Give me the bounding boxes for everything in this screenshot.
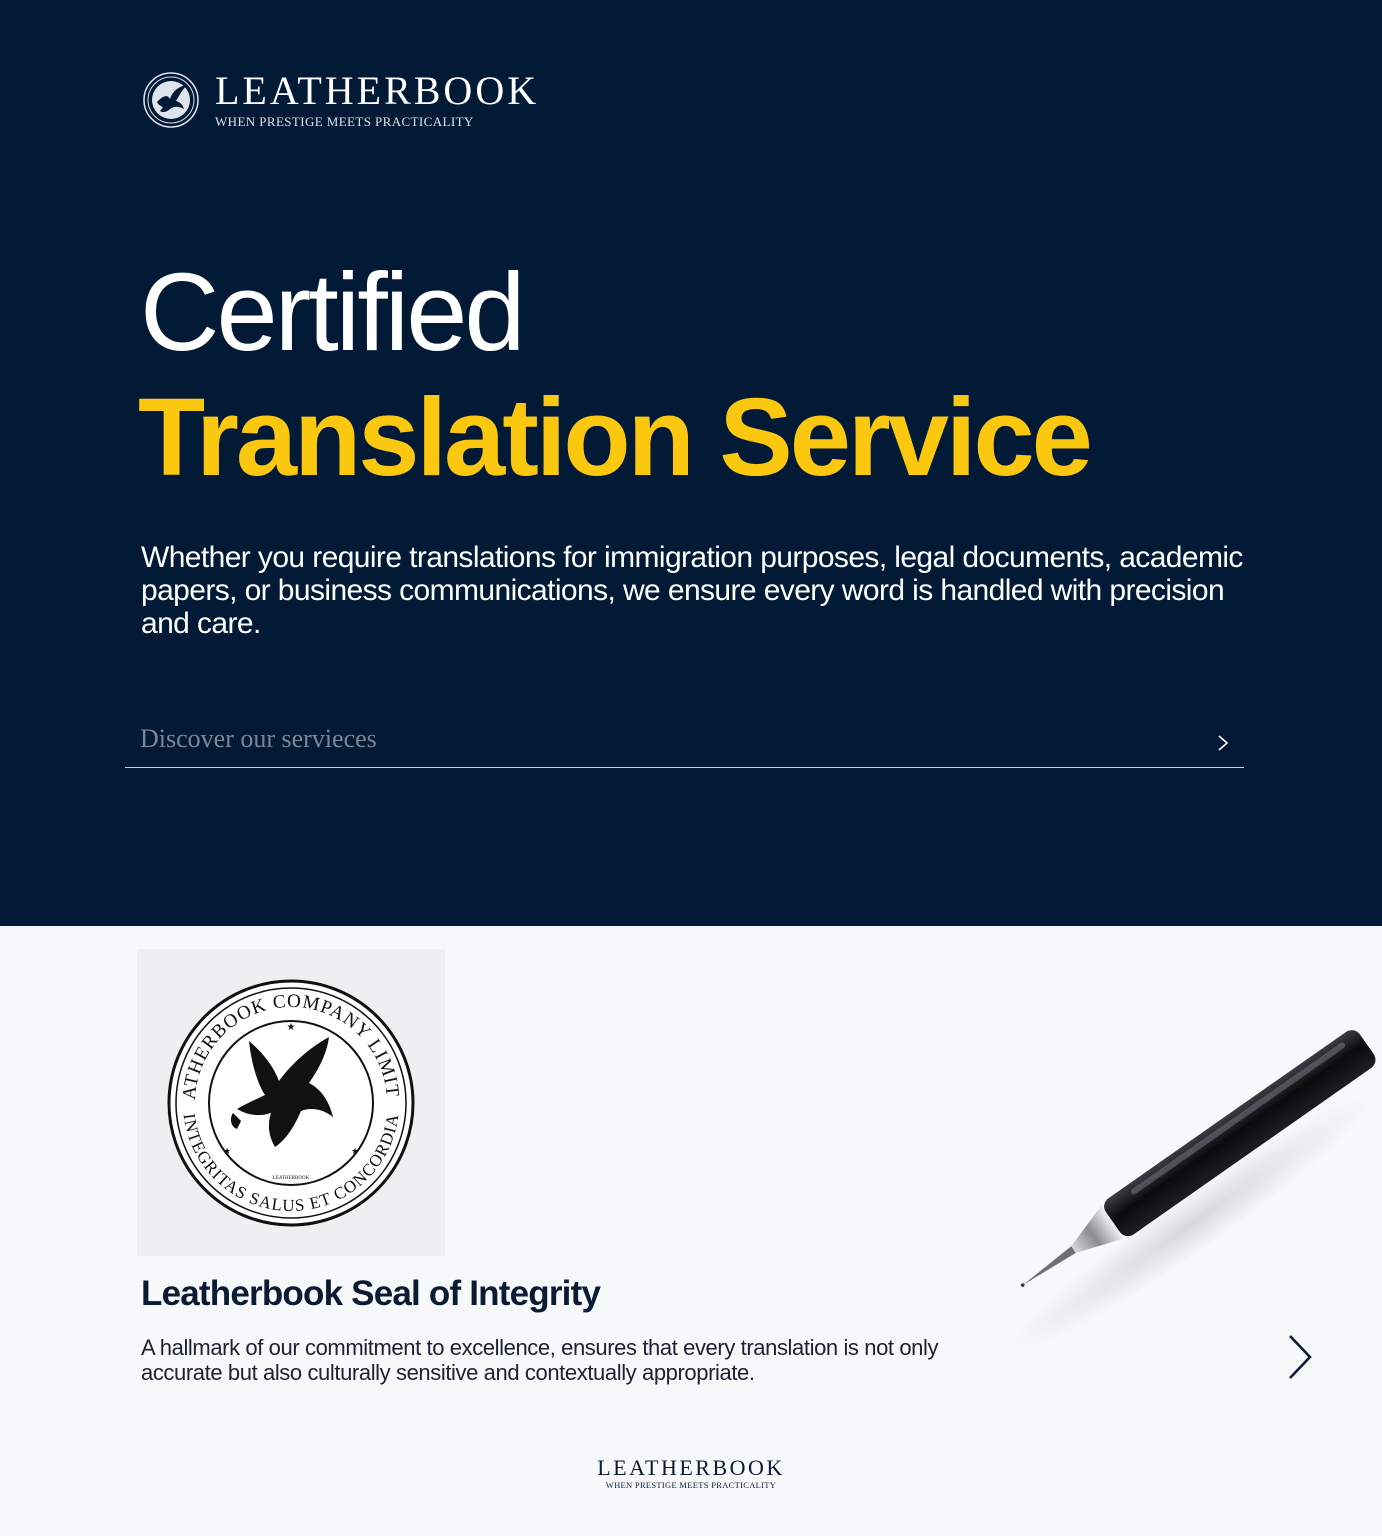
svg-text:★: ★ — [286, 1022, 296, 1033]
hero-intro: Whether you require translations for immigration purposes, legal documents, academic papers, or business communications, we ensure every word is handled with precision and care. — [141, 541, 1243, 640]
seal-emblem-icon — [137, 949, 445, 1256]
brand-tagline: WHEN PRESTIGE MEETS PRACTICALITY — [215, 114, 474, 129]
seal-ring-top-text: ATHERBOOK COMPANY LIMIT — [178, 990, 403, 1101]
eagle-emblem-icon — [143, 72, 199, 128]
seal-center-text: LEATHERBOOK — [272, 1176, 310, 1181]
seal-ring-bottom-text: INTEGRITAS SALUS ET CONCORDIA — [179, 1111, 403, 1216]
svg-text:★: ★ — [222, 1146, 232, 1156]
brand-name: LEATHERBOOK — [215, 68, 540, 113]
footer-brand-name: LEATHERBOOK — [597, 1455, 785, 1480]
discover-label: Discover our servieces — [140, 724, 377, 753]
svg-text:★: ★ — [350, 1146, 360, 1156]
discover-services-link[interactable] — [125, 718, 1244, 768]
next-slide-button[interactable] — [1282, 1330, 1318, 1384]
seal-title-bold: Seal of Integrity — [351, 1274, 601, 1313]
hero-title-line1: Certified — [140, 251, 523, 374]
hero-title-line2: Translation Service — [138, 376, 1090, 499]
footer-logo[interactable] — [0, 1456, 1382, 1490]
seal-title-regular: Leatherbook — [141, 1274, 343, 1313]
seal-image — [137, 949, 445, 1256]
chevron-right-icon — [1216, 732, 1230, 754]
seal-description: A hallmark of our commitment to excellence, ensures that every translation is not only accurate but also culturally sensitive and contextually appropriate. — [141, 1335, 939, 1385]
header-logo[interactable] — [143, 70, 539, 130]
footer-brand-tagline: WHEN PRESTIGE MEETS PRACTICALITY — [605, 1480, 777, 1490]
seal-title — [141, 1274, 600, 1314]
pen-icon — [980, 1005, 1382, 1345]
